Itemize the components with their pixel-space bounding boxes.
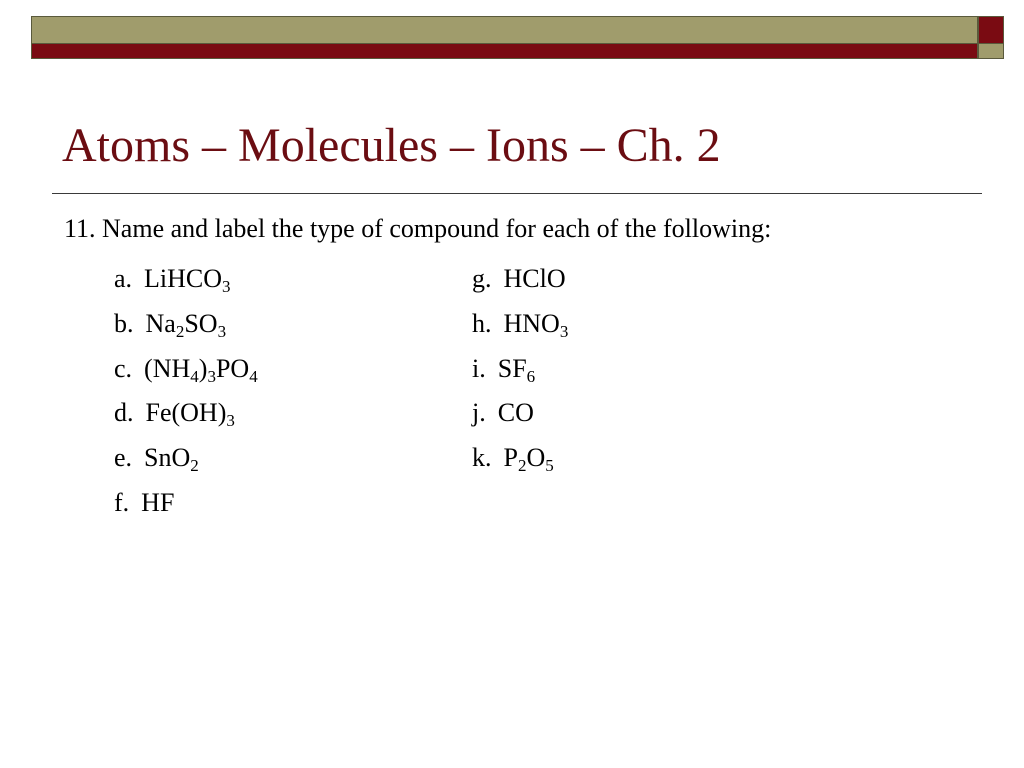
chemical-formula: $Na_2SO_3$ [145,309,227,341]
chemical-formula: HClO [503,264,566,293]
compound-item [114,309,227,341]
item-letter: j. [472,398,486,427]
slide-title: Atoms – Molecules – Ions – Ch. 2 [62,119,721,172]
item-letter: a. [114,264,133,293]
item-letter: g. [472,264,492,293]
compound-item [472,354,536,386]
item-letter: f. [114,488,130,517]
header-square-maroon [978,16,1004,44]
item-letter: i. [472,354,486,383]
compound-item [114,443,199,475]
compound-item [472,443,554,475]
item-letter: h. [472,309,492,338]
chemical-formula: $HNO_3$ [503,309,569,341]
compound-item [472,309,569,341]
item-letter: b. [114,309,134,338]
question-text: 11. Name and label the type of compound for each of the following: [64,214,772,243]
compound-item [114,264,231,296]
header-bar-olive [31,16,978,44]
item-letter: e. [114,443,133,472]
compound-item [114,354,258,386]
chemical-formula: $(NH_4)_3PO_4$ [144,354,258,386]
item-letter: c. [114,354,133,383]
header-bar-maroon [31,43,978,59]
chemical-formula: $P_2O_5$ [503,443,554,475]
chemical-formula: HF [141,488,175,517]
compound-item [114,398,235,430]
compound-item [114,490,174,516]
compound-item [472,266,566,292]
chemical-formula: SnO$_2$ [144,443,199,475]
chemical-formula: LiHCO$_3$ [144,264,231,296]
header-square-olive [978,43,1004,59]
item-letter: d. [114,398,134,427]
chemical-formula: $SF_6$ [497,354,536,386]
title-divider [52,193,982,194]
chemical-formula: CO [497,398,534,427]
item-letter: k. [472,443,492,472]
compound-item [472,400,534,426]
chemical-formula: $Fe(OH)_3$ [145,398,235,430]
